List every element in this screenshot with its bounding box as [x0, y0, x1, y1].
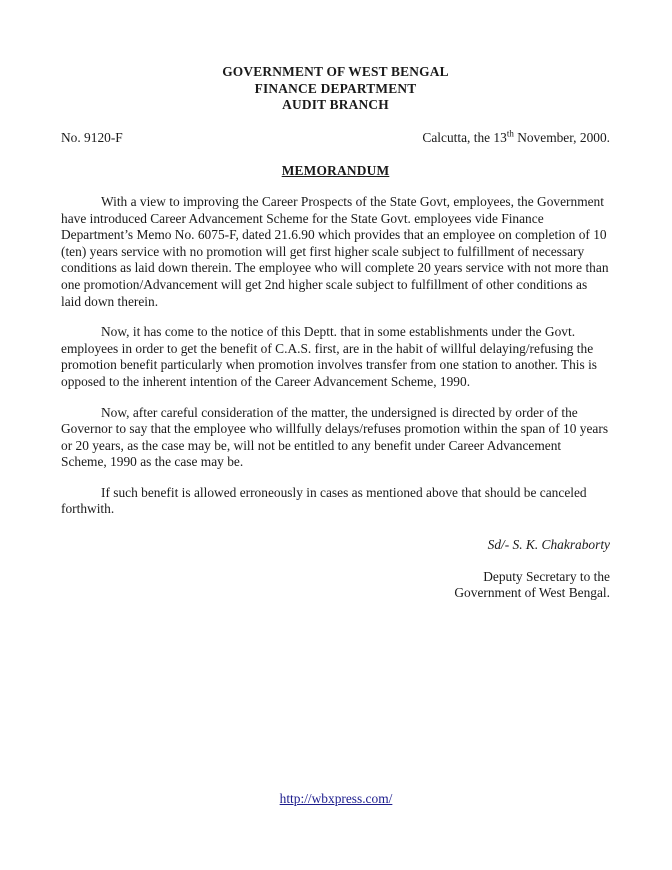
place-and-date: [422, 130, 610, 147]
footer: [0, 791, 672, 808]
memo-number: No. 9120-F: [61, 129, 123, 145]
signature-block: [61, 537, 610, 602]
body-paragraph-4: If such benefit is allowed erroneously in cases as mentioned above that should be canceled forthwith.: [61, 484, 587, 517]
body-paragraph-2: Now, it has come to the notice of this Deptt. that in some establishments under the Govt. employees in order to get the benefit of C.A.S. first, are in the habit of willful delaying/refusing the promotion benefit particularly when promotion involves transfer from one station to another. This is opposed to the inherent intention of the Career Advancement Scheme, 1990.: [61, 324, 598, 389]
date-prefix: Calcutta, the 13: [422, 129, 507, 145]
footer-link[interactable]: http://wbxpress.com/: [279, 791, 393, 806]
document-header: [61, 64, 610, 114]
date-ordinal-superscript: th: [506, 128, 514, 139]
memo-title: MEMORANDUM: [281, 163, 390, 179]
designation-line-1: Deputy Secretary to the: [483, 568, 610, 584]
header-department-line: FINANCE DEPARTMENT: [254, 80, 417, 96]
reference-row: [61, 130, 610, 147]
signed-by: Sd/- S. K. Chakraborty: [487, 537, 610, 553]
designation-line-2: Government of West Bengal.: [454, 585, 610, 601]
date-suffix: November, 2000.: [513, 129, 610, 145]
header-branch-line: AUDIT BRANCH: [282, 97, 389, 113]
header-government-line: GOVERNMENT OF WEST BENGAL: [222, 64, 449, 79]
body-paragraph-1: With a view to improving the Career Prospects of the State Govt, employees, the Government have introduced Career Advancement Scheme for the State Govt. employees vide Finance Department’s Memo No. 6075-F, dated 21.6.90 which provides that an employee on completion of 10 (ten) years service with no promotion will get first higher scale subject to fulfillment of necessary conditions as laid down therein. The employee who will complete 20 years service with not more than one promotion/Advancement will get 2nd higher scale subject to fulfillment of other conditions as laid down therein.: [61, 193, 609, 309]
memo-title-wrap: [61, 163, 610, 180]
body-paragraph-3: Now, after careful consideration of the matter, the undersigned is directed by order of the Governor to say that the employee who willfully delays/refuses promotion within the span of 10 years or 20 years, as the case may be, will not be entitled to any benefit under Career Advancement Scheme, 1990 as the case may be.: [61, 404, 609, 470]
